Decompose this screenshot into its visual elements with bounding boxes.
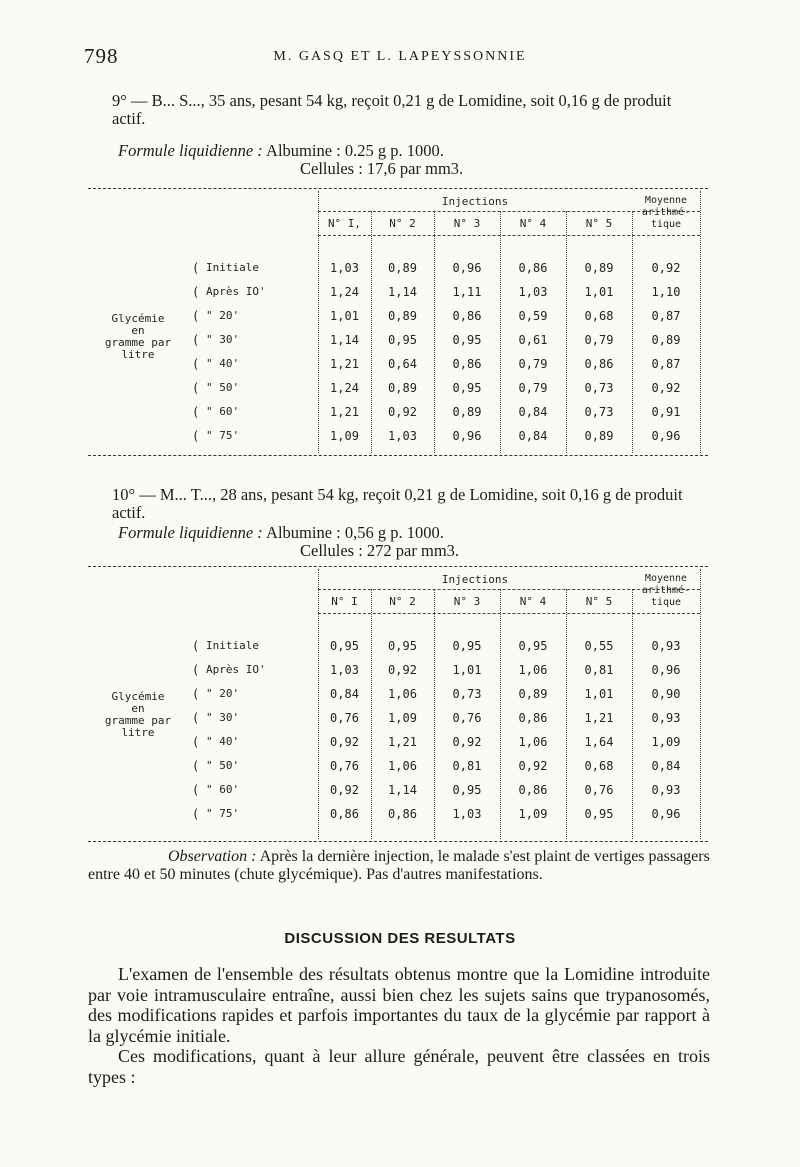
- table-cell: 0,84: [518, 405, 548, 419]
- table-cell: 1,09: [651, 735, 681, 749]
- column-header: N° 2: [389, 595, 416, 608]
- column-rule: [318, 569, 319, 839]
- column-header: N° 3: [453, 595, 481, 608]
- table-cell: 0,92: [388, 405, 417, 419]
- section-title: DISCUSSION DES RESULTATS: [284, 930, 516, 947]
- glycemia-table-case-10: [88, 566, 708, 842]
- row-time-label: " 30': [206, 711, 240, 724]
- row-time-label: " 40': [206, 735, 240, 748]
- table-cell: 0,95: [584, 807, 614, 821]
- table-cell: 0,91: [651, 405, 681, 419]
- table-cell: 1,09: [388, 711, 417, 725]
- row-time-label: " 20': [206, 687, 240, 700]
- table-cell: 0,95: [330, 639, 359, 653]
- row-group-label-line: gramme par: [104, 714, 172, 727]
- row-time-label: " 50': [206, 381, 240, 394]
- table-cell: 0,76: [330, 711, 359, 725]
- case-10-formula: [118, 524, 459, 560]
- running-title: M. GASQ ET L. LAPEYSSONNIE: [273, 49, 527, 64]
- table-cell: 0,76: [330, 759, 359, 773]
- table-cell: 0,86: [452, 309, 482, 323]
- table-cell: 0,84: [330, 687, 359, 701]
- table-cell: 0,93: [651, 783, 681, 797]
- table-cell: 1,06: [518, 663, 548, 677]
- brace-mark: (: [192, 405, 200, 419]
- table-cell: 1,03: [330, 663, 359, 677]
- table-cell: 1,11: [452, 285, 482, 299]
- table-cell: 1,09: [330, 429, 359, 443]
- table-cell: 0,89: [584, 429, 614, 443]
- row-group-label-line: en: [131, 324, 145, 337]
- mean-header-line: tique: [650, 219, 682, 230]
- albumine-value: Albumine : 0.25 g p. 1000.: [266, 141, 444, 160]
- table-cell: 0,86: [388, 807, 417, 821]
- table-cell: 0,73: [584, 405, 614, 419]
- row-time-label: " 60': [206, 783, 240, 796]
- observation-label: Observation :: [168, 848, 257, 865]
- brace-mark: (: [192, 735, 200, 749]
- mean-header-line: arithmé-: [641, 585, 691, 596]
- header-rule: [318, 235, 700, 236]
- table-cell: 0,86: [518, 783, 548, 797]
- table-cell: 1,01: [584, 285, 614, 299]
- table-cell: 0,93: [651, 639, 681, 653]
- table-cell: 1,24: [330, 285, 359, 299]
- mean-header-line: tique: [650, 597, 682, 608]
- table-cell: 0,92: [330, 735, 359, 749]
- table-cell: 0,76: [584, 783, 614, 797]
- mean-header-line: Moyenne: [644, 573, 688, 584]
- table-cell: 0,96: [651, 807, 681, 821]
- table-cell: 0,84: [518, 429, 548, 443]
- table-cell: 1,24: [330, 381, 359, 395]
- table-cell: 0,89: [651, 333, 681, 347]
- row-group-label-line: litre: [121, 726, 155, 739]
- row-time-label: " 50': [206, 759, 240, 772]
- table-cell: 1,03: [452, 807, 482, 821]
- table-cell: 0,89: [518, 687, 548, 701]
- table-cell: 1,10: [651, 285, 681, 299]
- table-cell: 0,96: [651, 429, 681, 443]
- table-cell: 0,92: [651, 381, 681, 395]
- table-cell: 0,73: [452, 687, 482, 701]
- injections-header: Injections: [441, 573, 509, 586]
- table-cell: 1,03: [518, 285, 548, 299]
- mean-header-line: arithmé-: [641, 207, 691, 218]
- column-rule: [700, 191, 701, 453]
- formula-label: Formule liquidienne :: [118, 523, 263, 542]
- observation: [88, 848, 710, 884]
- running-header: [0, 44, 800, 74]
- table-cell: 0,55: [584, 639, 614, 653]
- column-header: N° 4: [519, 595, 547, 608]
- table-cell: 0,86: [452, 357, 482, 371]
- column-header: N° 3: [453, 217, 481, 230]
- row-group-label-line: Glycémie: [111, 690, 165, 703]
- table-cell: 0,76: [452, 711, 482, 725]
- table-cell: 1,21: [388, 735, 417, 749]
- observation-text: Après la dernière injection, le malade s'est plaint de vertiges passagers entre 40 et 50 minutes (chute glycémique). Pas d'autres manifestations.: [88, 848, 710, 883]
- table-cell: 1,01: [584, 687, 614, 701]
- table-cell: 0,59: [518, 309, 548, 323]
- table-cell: 0,61: [518, 333, 548, 347]
- table-cell: 1,14: [388, 783, 417, 797]
- brace-mark: (: [192, 807, 200, 821]
- row-group-label-line: en: [131, 702, 145, 715]
- table-cell: 1,01: [330, 309, 359, 323]
- table-cell: 1,06: [388, 759, 417, 773]
- table-cell: 0,96: [452, 261, 482, 275]
- table-cell: 0,95: [452, 381, 482, 395]
- brace-mark: (: [192, 261, 200, 275]
- table-cell: 1,64: [584, 735, 614, 749]
- table-cell: 0,93: [651, 711, 681, 725]
- table-cell: 0,86: [518, 711, 548, 725]
- case-9-formula: [118, 142, 463, 178]
- row-time-label: " 20': [206, 309, 240, 322]
- row-time-label: " 60': [206, 405, 240, 418]
- header-rule: [318, 613, 700, 614]
- brace-mark: (: [192, 687, 200, 701]
- brace-mark: (: [192, 429, 200, 443]
- table-cell: 0,89: [388, 261, 417, 275]
- page-number: 798: [84, 44, 119, 68]
- table-cell: 0,73: [584, 381, 614, 395]
- table-cell: 0,89: [388, 309, 417, 323]
- table-cell: 0,86: [584, 357, 614, 371]
- column-header: N° 4: [519, 217, 547, 230]
- glycemia-table-case-9: [88, 188, 708, 456]
- row-time-label: " 75': [206, 429, 240, 442]
- table-cell: 0,84: [651, 759, 681, 773]
- case-9-intro: 9° — B... S..., 35 ans, pesant 54 kg, reçoit 0,21 g de Lomidine, soit 0,16 g de produit actif.: [112, 91, 672, 128]
- brace-mark: (: [192, 333, 200, 347]
- table-cell: 1,03: [388, 429, 417, 443]
- table-cell: 1,21: [584, 711, 614, 725]
- table-cell: 0,92: [388, 663, 417, 677]
- mean-header-line: Moyenne: [644, 195, 688, 206]
- table-cell: 0,79: [518, 357, 548, 371]
- table-cell: 1,14: [330, 333, 359, 347]
- table-cell: 0,86: [518, 261, 548, 275]
- brace-mark: (: [192, 711, 200, 725]
- brace-mark: (: [192, 357, 200, 371]
- row-time-label: " 75': [206, 807, 240, 820]
- table-cell: 0,68: [584, 309, 614, 323]
- table-cell: 1,21: [330, 357, 359, 371]
- row-time-label: Initiale: [206, 639, 259, 652]
- table-cell: 1,09: [518, 807, 548, 821]
- table-cell: 0,95: [452, 333, 482, 347]
- table-cell: 0,87: [651, 357, 681, 371]
- table-cell: 0,96: [651, 663, 681, 677]
- formula-label: Formule liquidienne :: [118, 141, 263, 160]
- table-cell: 0,79: [584, 333, 614, 347]
- brace-mark: (: [192, 759, 200, 773]
- column-rule: [700, 569, 701, 839]
- table-cell: 0,68: [584, 759, 614, 773]
- table-cell: 0,79: [518, 381, 548, 395]
- table-cell: 0,92: [651, 261, 681, 275]
- table-cell: 1,06: [388, 687, 417, 701]
- table-cell: 0,95: [518, 639, 548, 653]
- row-group-label-line: gramme par: [104, 336, 172, 349]
- column-header: N° 5: [585, 595, 613, 608]
- table-cell: 1,01: [452, 663, 482, 677]
- row-time-label: Initiale: [206, 261, 259, 274]
- table-cell: 0,86: [330, 807, 359, 821]
- column-header: N° 2: [389, 217, 416, 230]
- table-cell: 0,95: [452, 783, 482, 797]
- brace-mark: (: [192, 285, 200, 299]
- table-cell: 0,92: [330, 783, 359, 797]
- table-cell: 0,81: [584, 663, 614, 677]
- table-cell: 0,81: [452, 759, 482, 773]
- table-cell: 0,92: [518, 759, 548, 773]
- discussion-paragraph-1: L'examen de l'ensemble des résultats obtenus montre que la Lomidine introduite par voie intramusculaire entraîne, aussi bien chez les sujets sains que trypanosomés, des modifications rapides et parfois importantes du taux de la glycémie par rapport à la glycémie initiale.: [88, 964, 710, 1046]
- table-cell: 1,06: [518, 735, 548, 749]
- table-cell: 0,89: [452, 405, 482, 419]
- table-cell: 0,92: [452, 735, 482, 749]
- brace-mark: (: [192, 381, 200, 395]
- table-cell: 0,89: [584, 261, 614, 275]
- brace-mark: (: [192, 663, 200, 677]
- column-header: N° I: [331, 595, 358, 608]
- table-cell: 0,96: [452, 429, 482, 443]
- row-time-label: " 40': [206, 357, 240, 370]
- table-cell: 0,95: [452, 639, 482, 653]
- table-cell: 1,21: [330, 405, 359, 419]
- discussion-paragraph-2: Ces modifications, quant à leur allure générale, peuvent être classées en trois types :: [88, 1046, 710, 1087]
- table-cell: 0,89: [388, 381, 417, 395]
- row-time-label: Après IO': [206, 285, 266, 298]
- row-group-label-line: litre: [121, 348, 155, 361]
- column-header: N° I,: [327, 217, 362, 230]
- cellules-value: Cellules : 272 par mm3.: [300, 541, 460, 560]
- row-group-label-line: Glycémie: [111, 312, 165, 325]
- row-time-label: Après IO': [206, 663, 266, 676]
- brace-mark: (: [192, 783, 200, 797]
- albumine-value: Albumine : 0,56 g p. 1000.: [266, 523, 444, 542]
- row-time-label: " 30': [206, 333, 240, 346]
- table-cell: 1,14: [388, 285, 417, 299]
- discussion-body: [88, 964, 710, 1087]
- brace-mark: (: [192, 639, 200, 653]
- column-header: N° 5: [585, 217, 613, 230]
- table-cell: 0,95: [388, 333, 417, 347]
- table-cell: 0,95: [388, 639, 417, 653]
- table-cell: 0,90: [651, 687, 681, 701]
- brace-mark: (: [192, 309, 200, 323]
- table-cell: 1,03: [330, 261, 359, 275]
- case-10-intro: 10° — M... T..., 28 ans, pesant 54 kg, reçoit 0,21 g de Lomidine, soit 0,16 g de produit actif.: [112, 485, 683, 522]
- table-cell: 0,64: [388, 357, 417, 371]
- cellules-value: Cellules : 17,6 par mm3.: [300, 159, 464, 178]
- table-cell: 0,87: [651, 309, 681, 323]
- injections-header: Injections: [441, 195, 509, 208]
